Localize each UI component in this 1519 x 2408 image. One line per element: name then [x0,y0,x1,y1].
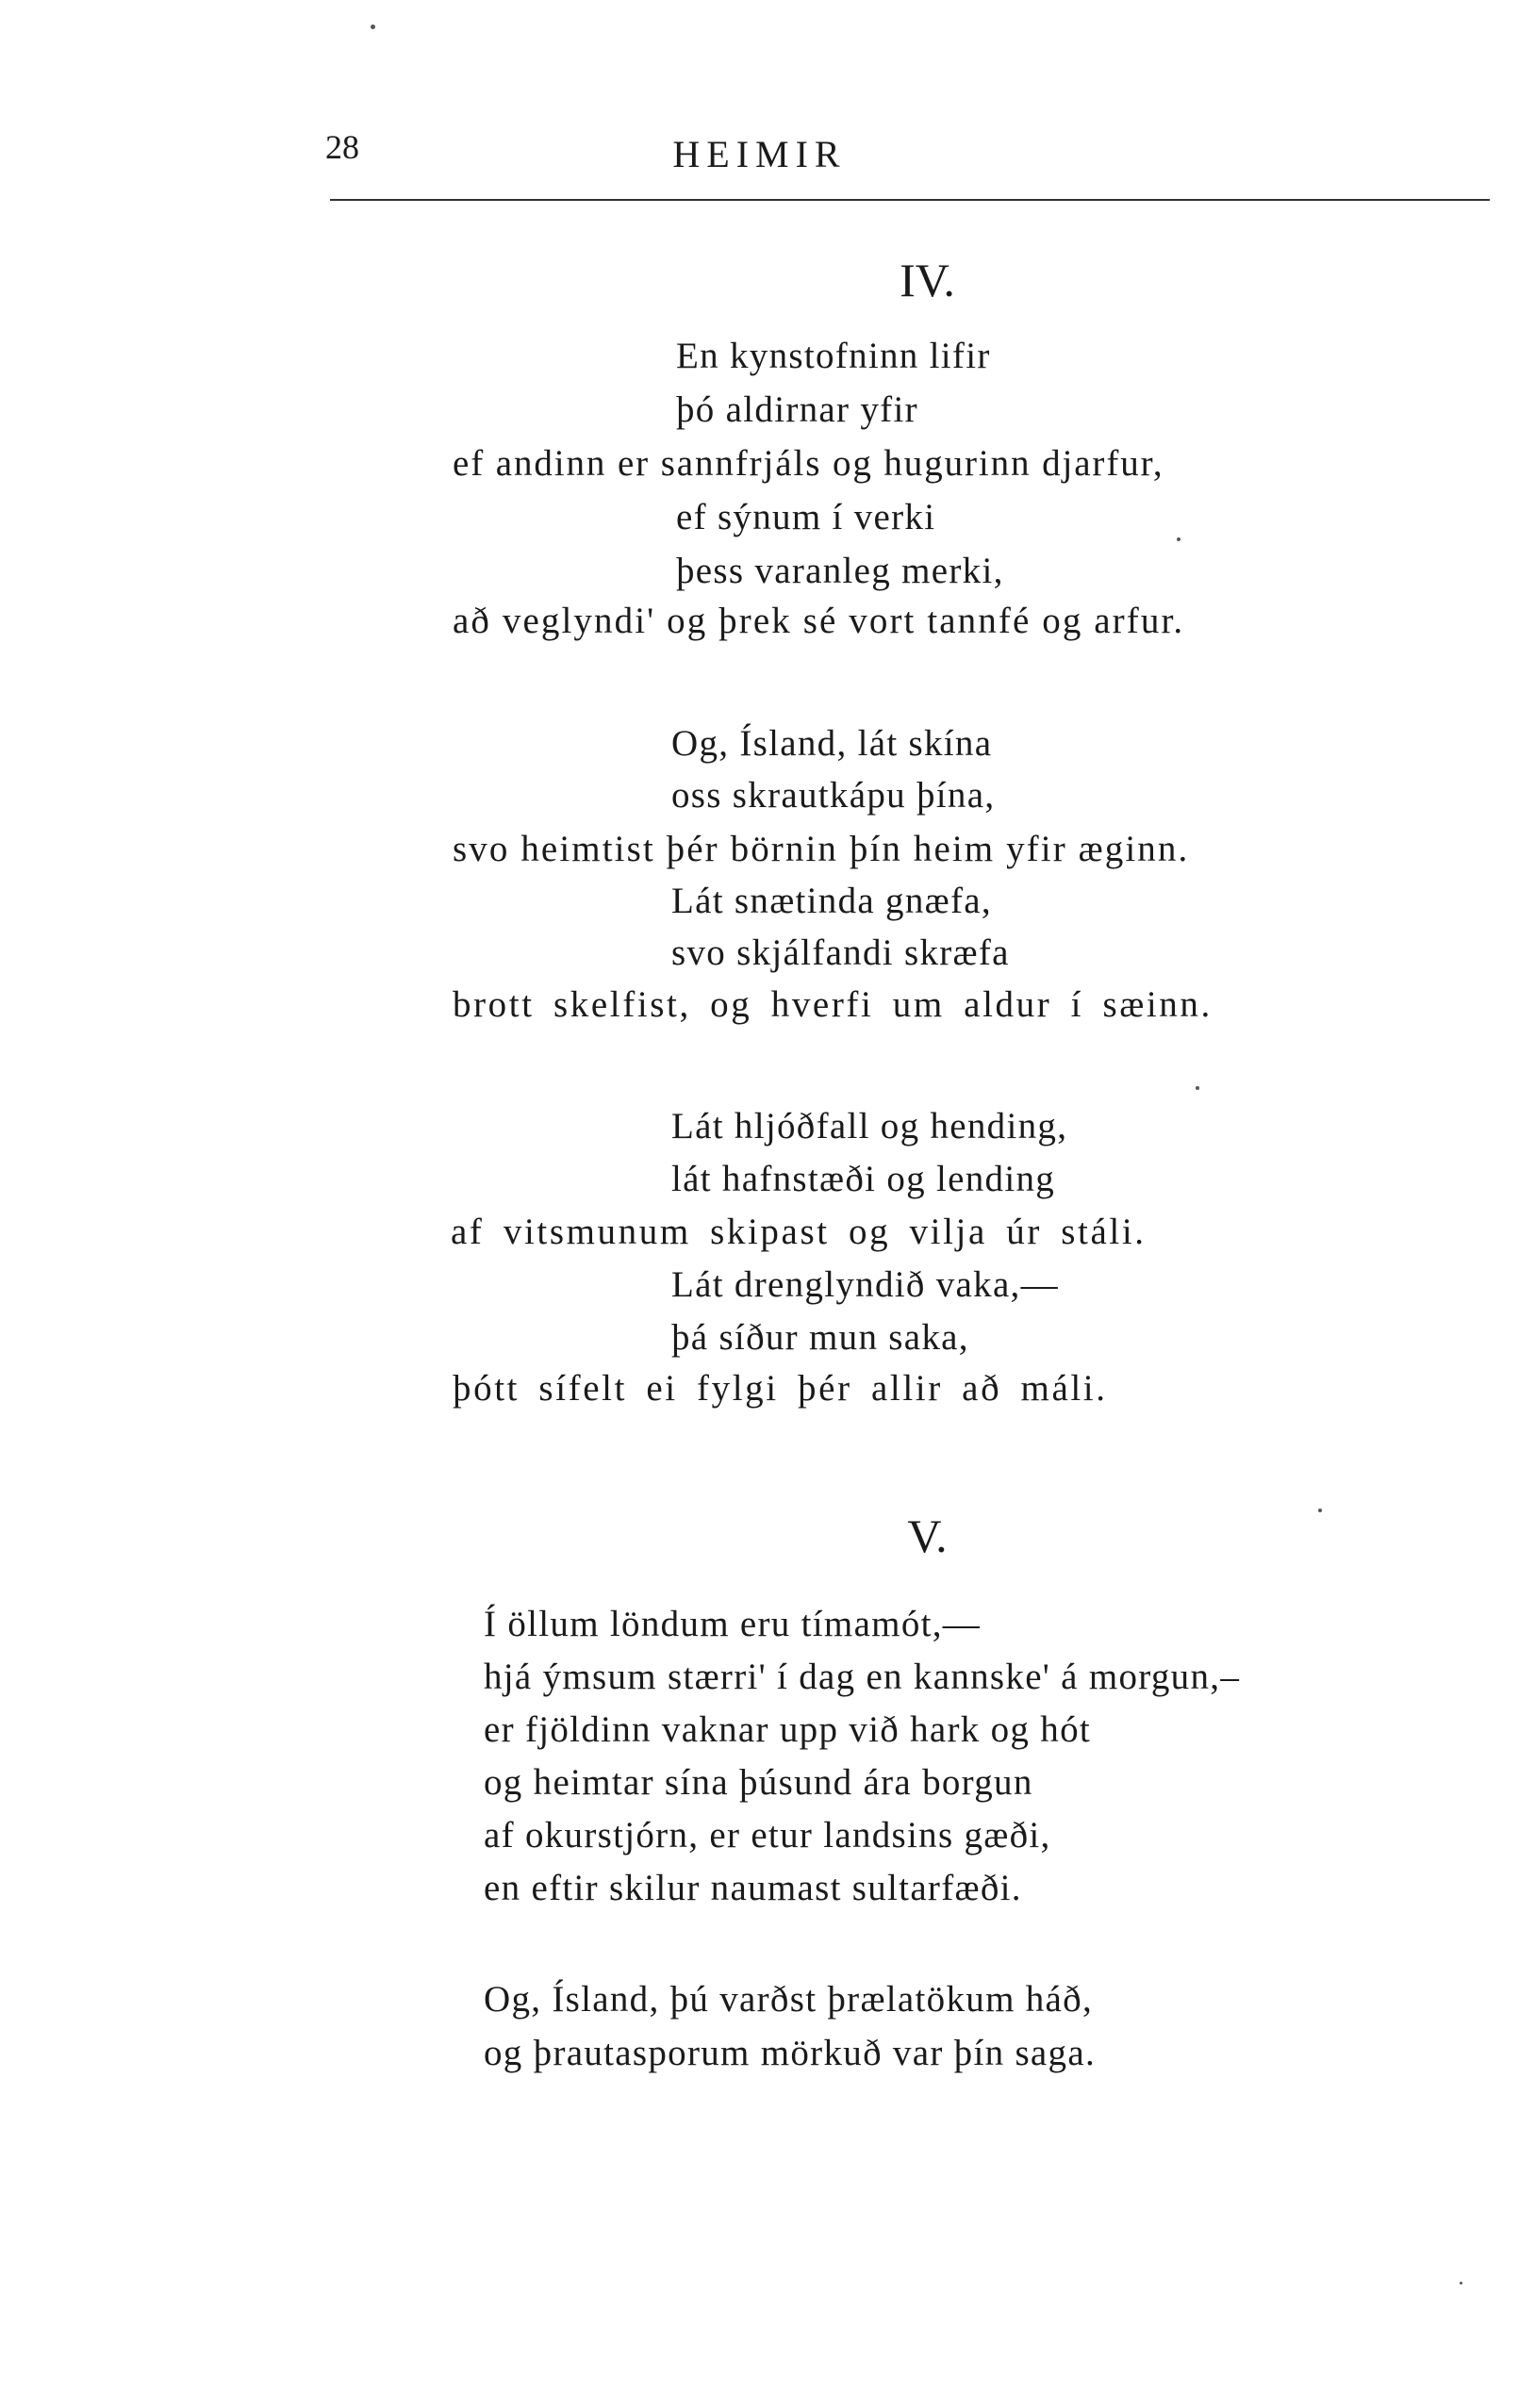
poem-line: Í öllum löndum eru tímamót,— [484,1604,982,1644]
poem-line: þess varanleg merki, [676,551,1004,591]
scan-speck [1196,1086,1199,1090]
poem-line: En kynstofninn lifir [676,336,991,376]
poem-line: er fjöldinn vaknar upp við hark og hót [484,1709,1092,1750]
poem-line: af vitsmunum skipast og vilja úr stáli. [451,1212,1147,1252]
poem-line: Lát drenglyndið vaka,— [671,1264,1059,1305]
poem-line: hjá ýmsum stærri' í dag en kannske' á morgun,– [484,1657,1241,1697]
scan-speck [371,25,375,29]
poem-line: og heimtar sína þúsund ára borgun [484,1762,1033,1803]
scan-speck [1177,537,1181,541]
poem-line: Lát hljóðfall og hending, [671,1106,1068,1146]
poem-line: brott skelfist, og hverfi um aldur í sæinn. [453,984,1213,1025]
poem-line: en eftir skilur naumast sultarfæði. [484,1868,1022,1908]
section-heading-iv: IV. [900,254,955,306]
poem-line: þó aldirnar yfir [676,389,918,430]
scan-speck [1318,1509,1322,1512]
poem-line: ef sýnum í verki [676,497,936,537]
poem-line: og þrautasporum mörkuð var þín saga. [484,2033,1096,2073]
poem-line: svo heimtist þér börnin þín heim yfir æginn. [453,829,1190,869]
poem-line: af okurstjórn, er etur landsins gæði, [484,1815,1051,1855]
section-heading-v: V. [907,1509,948,1562]
poem-line: Og, Ísland, lát skína [671,723,993,764]
scan-speck [1460,2282,1462,2284]
poem-line: þótt sífelt ei fylgi þér allir að máli. [453,1368,1108,1409]
poem-line: Og, Ísland, þú varðst þrælatökum háð, [484,1979,1094,2020]
poem-line: lát hafnstæði og lending [671,1159,1056,1199]
page-number: 28 [325,128,359,166]
running-head: HEIMIR [672,133,847,175]
poem-line: ef andinn er sannfrjáls og hugurinn djarfur, [453,443,1164,484]
header-rule [330,199,1490,201]
poem-line: Lát snætinda gnæfa, [671,881,992,921]
poem-line: svo skjálfandi skræfa [671,932,1010,973]
poem-line: oss skrautkápu þína, [671,775,996,816]
poem-line: að veglyndi' og þrek sé vort tannfé og arfur. [453,601,1185,641]
poem-line: þá síður mun saka, [671,1317,969,1358]
